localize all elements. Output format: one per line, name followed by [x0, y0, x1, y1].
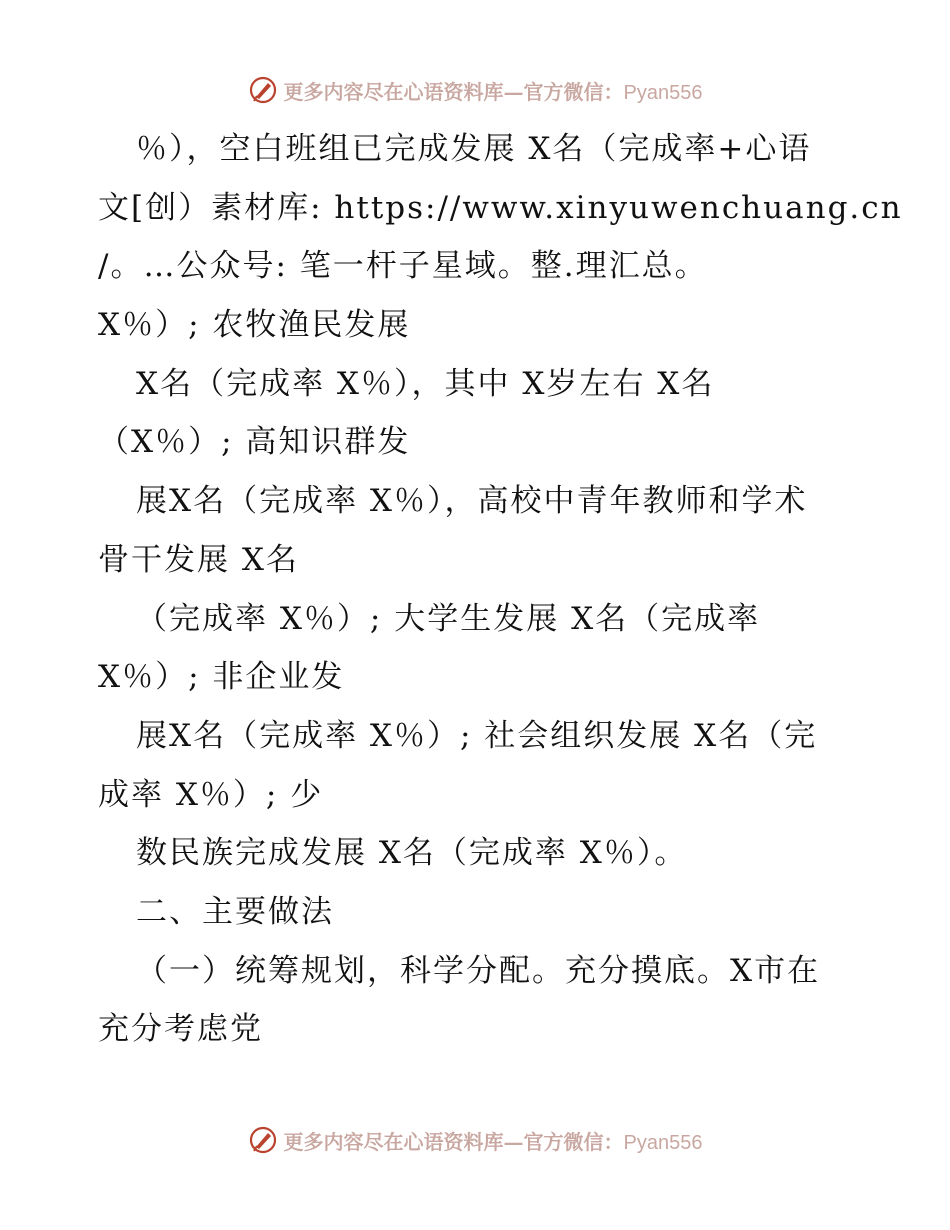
- text-line: 展X名（完成率 X％），高校中青年教师和学术: [136, 483, 808, 520]
- header-watermark: [0, 70, 950, 110]
- text-line: （完成率 X％）; 大学生发展 X名（完成率: [136, 600, 761, 637]
- text-line: /。…公众号: 笔一杆子星域。整.理汇总。: [98, 248, 708, 285]
- text-line: 数民族完成发展 X名（完成率 X％）。: [136, 835, 688, 872]
- text-line: （一）统筹规划，科学分配。充分摸底。X市在: [136, 952, 821, 989]
- text-line: X％）; 农牧渔民发展: [98, 307, 411, 344]
- text-line: X％）; 非企业发: [98, 659, 345, 696]
- document-body: [98, 120, 903, 1059]
- text-line: 充分考虑党: [98, 1011, 263, 1048]
- text-line: 展X名（完成率 X％）; 社会组织发展 X名（完: [136, 717, 818, 754]
- footer-watermark: [0, 1120, 950, 1160]
- watermark-text: [284, 1126, 703, 1155]
- quill-pen-logo-icon: [248, 75, 278, 105]
- text-line: ％），空白班组已完成发展 X名（完成率+心语: [136, 131, 812, 167]
- section-heading: 二、主要做法: [136, 893, 334, 930]
- text-line: 成率 X％）; 少: [98, 776, 324, 813]
- text-line: （X％）; 高知识群发: [98, 424, 411, 461]
- text-line: 文[创）素材库: https://www.xinyuwenchuang.cn: [98, 189, 903, 226]
- watermark-wechat-id: Pyan556: [623, 1131, 703, 1154]
- watermark-label: 更多内容尽在心语资料库—官方微信：: [283, 1129, 624, 1154]
- watermark-label: 更多内容尽在心语资料库—官方微信：: [283, 79, 624, 104]
- watermark-wechat-id: Pyan556: [623, 81, 703, 104]
- watermark-text: [284, 76, 703, 105]
- quill-pen-logo-icon: [248, 1125, 278, 1155]
- text-line: X名（完成率 X％），其中 X岁左右 X名: [136, 365, 715, 402]
- text-line: 骨干发展 X名: [98, 541, 299, 578]
